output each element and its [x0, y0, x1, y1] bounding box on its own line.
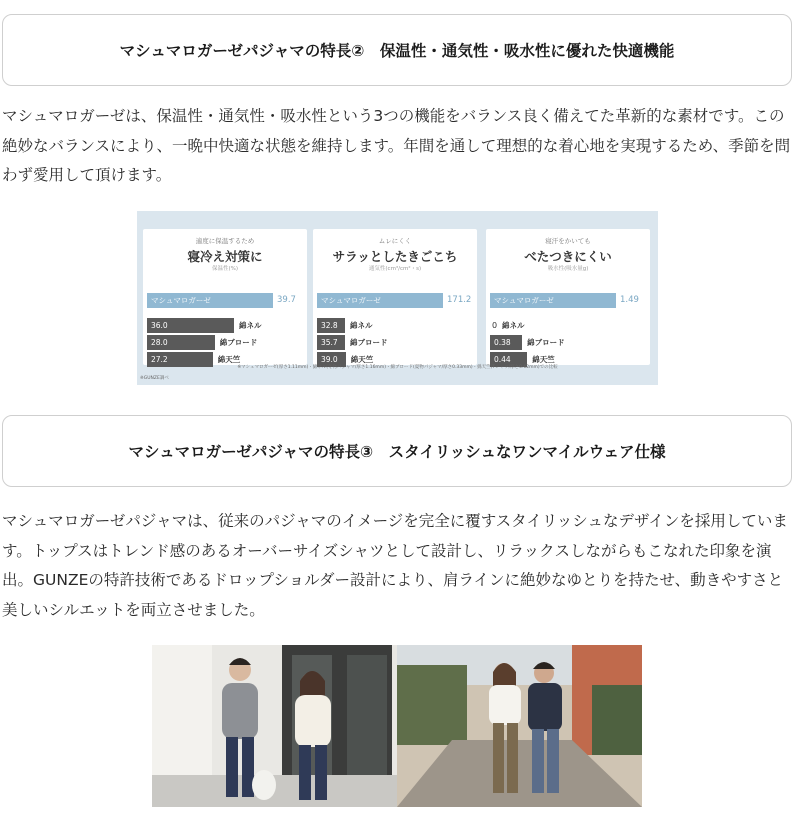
- bar-category-label: 綿ブロード: [350, 338, 388, 347]
- chart-bar: [490, 293, 616, 308]
- bar-value-label: 0: [492, 321, 498, 330]
- section-3-heading: [2, 415, 792, 487]
- bar-value-label: 28.0: [151, 338, 168, 347]
- bar-category-label: 綿天竺: [532, 355, 555, 364]
- chart-panel-1: [143, 229, 307, 365]
- chart-bar: [147, 335, 215, 350]
- chart-title: 寝冷え対策に: [187, 249, 263, 264]
- comparison-figure: [137, 211, 658, 385]
- chart-unit-note: 吸水性(吸水量g): [547, 266, 589, 272]
- section-2-body: マシュマロガーゼは、保温性・通気性・吸水性という3つの機能をバランス良く備えてた革新的な素材です。この絶妙なバランスにより、一晩中快適な状態を維持します。年間を通して理想的な着心地を実現するため、季節を問わず愛用して頂けます。: [2, 107, 791, 184]
- chart-bar: [317, 335, 345, 350]
- chart-bar: [317, 318, 345, 333]
- bar-category-label: 綿ネル: [350, 321, 373, 330]
- section-2-heading-text: マシュマロガーゼパジャマの特長② 保温性・通気性・吸水性に優れた快適機能: [119, 42, 675, 60]
- chart-bar: [490, 335, 522, 350]
- bar-value-label: 32.8: [321, 321, 338, 330]
- bar-category-label: マシュマロガーゼ: [321, 296, 381, 305]
- bar-category-label: 綿天竺: [217, 355, 241, 364]
- chart-unit-note: 通気性(cm³/cm²・s): [368, 266, 422, 272]
- chart-panel-3: [486, 229, 650, 365]
- bar-value-label: 35.7: [321, 338, 338, 347]
- bar-category-label: マシュマロガーゼ: [494, 296, 554, 305]
- chart-subtitle: 適度に保温するため: [195, 237, 255, 245]
- bar-category-label: 綿ブロード: [219, 338, 258, 347]
- chart-subtitle: 寝汗をかいても: [545, 237, 591, 245]
- bar-value-label: 0.44: [494, 355, 511, 364]
- bar-value-label: 36.0: [151, 321, 168, 330]
- bar-category-label: マシュマロガーゼ: [151, 296, 211, 305]
- bar-category-label: 綿ネル: [239, 321, 262, 330]
- chart-panel-2: [313, 229, 477, 365]
- section-3-body: マシュマロガーゼパジャマは、従来のパジャマのイメージを完全に覆すスタイリッシュなデザインを採用しています。トップスはトレンド感のあるオーバーサイズシャツとして設計し、リラックスしながらもこなれた印象を演出。GUNZEの特許技術であるドロップショルダー設計により、肩ラインに絶妙なゆとりを持たせ、動きやすさと美しいシルエットを両立させました。: [2, 512, 788, 619]
- section-2-heading: [2, 14, 792, 86]
- bar-category-label: 綿天竺: [350, 355, 374, 364]
- figure-credit: ※GUNZE調べ: [140, 376, 169, 381]
- bar-category-label: 綿ネル: [502, 321, 525, 330]
- bar-category-label: 綿ブロード: [527, 338, 565, 347]
- bar-value-label: 39.7: [277, 295, 296, 305]
- chart-unit-note: 保温性(%): [211, 266, 239, 272]
- figure-footnote: ※マシュマロガーゼ(厚さ1.11mm)・綿ネル(冬物パジャマ/厚さ1.16mm)・綿ブロード(夏物パジャマ/厚さ0.33mm)・綿天竺(Tシャツ/厚さ0.62mm)での比較: [237, 365, 558, 370]
- chart-bar: [147, 318, 234, 333]
- bar-value-label: 0.38: [494, 338, 511, 347]
- bar-value-label: 171.2: [447, 295, 472, 305]
- bar-value-label: 1.49: [620, 295, 639, 305]
- chart-bar: [147, 293, 273, 308]
- section-3-heading-text: マシュマロガーゼパジャマの特長③ スタイリッシュなワンマイルウェア仕様: [128, 443, 666, 461]
- pajama-lifestyle-photo: [152, 645, 642, 807]
- bar-value-label: 27.2: [151, 355, 168, 364]
- bar-value-label: 39.0: [321, 355, 338, 364]
- chart-title: サラッとしたきごこち: [332, 249, 458, 264]
- chart-title: べたつきにくい: [524, 249, 612, 264]
- chart-bar: [317, 293, 443, 308]
- chart-subtitle: ムレにくく: [378, 237, 412, 245]
